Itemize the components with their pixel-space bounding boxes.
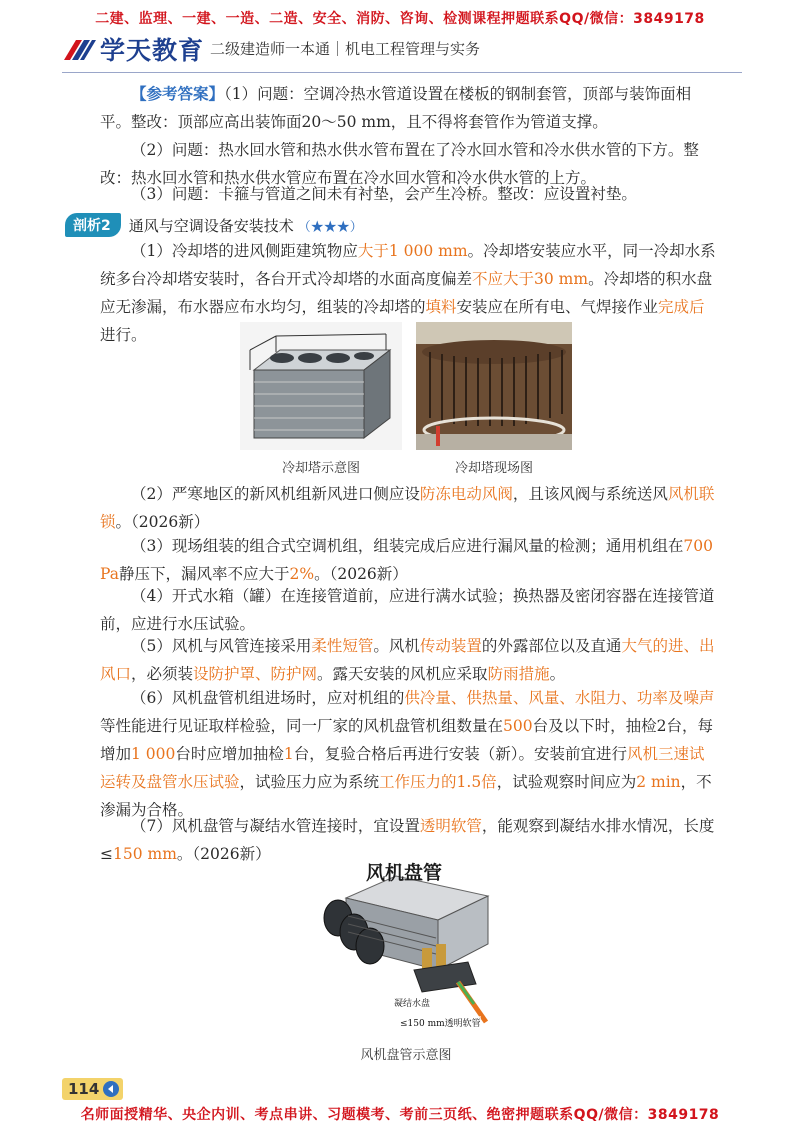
answer-paragraph-2: （2）问题：热水回水管和热水供水管布置在了冷水回水管和冷水供水管的下方。整改：热水回水管和热水供水管应布置在冷水回水管和冷水供水管的上方。: [100, 141, 699, 187]
book-subtitle: 二级建造师一本通｜机电工程管理与实务: [210, 40, 481, 58]
cooling-tower-site-caption: 冷却塔现场图: [454, 461, 533, 476]
logo-mark-icon: [62, 34, 96, 64]
cooling-tower-schematic-caption: 冷却塔示意图: [281, 461, 360, 476]
item-5: （5）风机与风管连接采用柔性短管。风机传动装置的外露部位以及直通大气的进、出风口，必须装设防护罩、防护网。露天安装的风机应采取防雨措施。: [100, 637, 715, 683]
fan-coil-label-drain-pan: 凝结水盘: [394, 996, 430, 1009]
page-number-badge: [62, 1078, 123, 1100]
fan-coil-caption: 风机盘管示意图: [360, 1048, 452, 1063]
item-7: （7）风机盘管与凝结水管连接时，宜设置透明软管，能观察到凝结水排水情况，长度≤150 mm。（2026新）: [100, 817, 715, 863]
header-divider: [62, 72, 742, 73]
fan-coil-title: 风机盘管: [366, 862, 443, 884]
cooling-tower-site-image: [416, 322, 572, 450]
cooling-tower-schematic-image: [240, 322, 402, 450]
fan-coil-label-hose: ≤150 mm透明软管: [400, 1016, 481, 1029]
page-header: [62, 32, 742, 66]
answer-paragraph-3: （3）问题：卡箍与管道之间未有衬垫，会产生冷桥。整改：应设置衬垫。: [131, 185, 637, 203]
page-number: 114: [68, 1080, 100, 1098]
logo: [62, 32, 204, 66]
item-6: （6）风机盘管机组进场时，应对机组的供冷量、供热量、风量、水阻力、功率及噪声等性能进行见证取样检验，同一厂家的风机盘管机组数量在500台及以下时，抽检2台，每增加1 000台时应增加抽检1台，复验合格后再进行安装（新）。安装前宜进行风机三速试运转及盘管水压试验，试验压力应为系统工作压力的1.5倍，试验观察时间应为2 min，不渗漏为合格。: [100, 689, 715, 819]
answer-text-1: （1）问题：空调冷热水管道设置在楼板的钢制套管，顶部与装饰面相平。整改：顶部应高出装饰面20～50 mm，且不得将套管作为管道支撑。: [100, 85, 692, 131]
item-3: （3）现场组装的组合式空调机组，组装完成后应进行漏风量的检测；通用机组在700 Pa静压下，漏风率不应大于2%。（2026新）: [100, 537, 713, 583]
item-1: （1）冷却塔的进风侧距建筑物应大于1 000 mm。冷却塔安装应水平，同一冷却水系统多台冷却塔安装时，各台开式冷却塔的水面高度偏差不应大于30 mm。冷却塔的积水盘应无渗漏，布水器应布水均匀，组装的冷却塔的填料安装应在所有电、气焊接作业完成后进行。: [100, 242, 716, 344]
bottom-banner: 名师面授精华、央企内训、考点串讲、习题模考、考前三页纸、绝密押题联系QQ/微信：3849178: [80, 1107, 720, 1123]
difficulty-stars: （★★★）: [297, 219, 363, 235]
top-banner: 二建、监理、一建、一造、二造、安全、消防、咨询、检测课程押题联系QQ/微信：3849178: [95, 11, 705, 27]
item-2: （2）严寒地区的新风机组新风进口侧应设防冻电动风阀，且该风阀与系统送风风机联锁。（2026新）: [100, 485, 715, 531]
page-arrow-icon: [103, 1081, 119, 1097]
answer-paragraph-1: [100, 80, 720, 136]
section-title: 通风与空调设备安装技术: [128, 216, 294, 235]
section-heading: [65, 213, 363, 237]
logo-text: 学天教育: [100, 36, 205, 65]
answer-label: 【参考答案】: [131, 85, 225, 103]
item-4: （4）开式水箱（罐）在连接管道前，应进行满水试验；换热器及密闭容器在连接管道前，应进行水压试验。: [100, 587, 715, 633]
section-badge: 剖析2: [65, 213, 121, 237]
